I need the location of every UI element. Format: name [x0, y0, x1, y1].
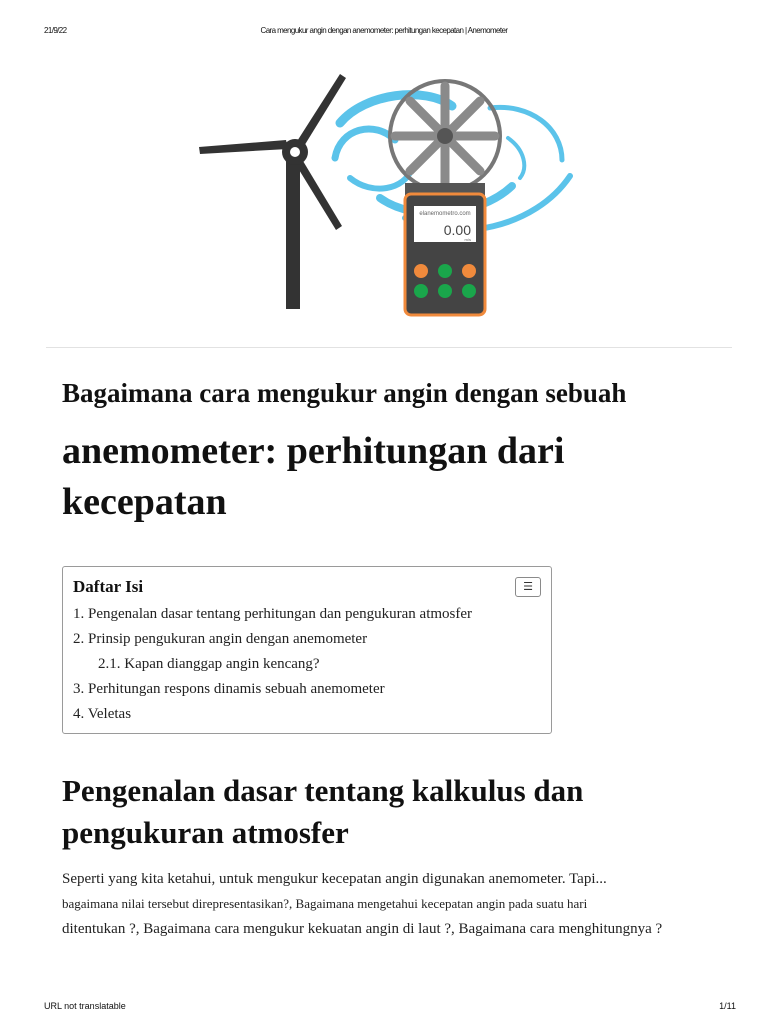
article-title-line2: anemometer: perhitungan dari kecepatan [62, 430, 565, 523]
toc-title: Daftar Isi [73, 577, 144, 596]
print-page-title: Cara mengukur angin dengan anemometer: perhitungan kecepatan | Anemometer [260, 26, 508, 35]
paragraph-line-2: bagaimana nilai tersebut direpresentasikan?, Bagaimana mengetahui kecepatan angin pada suatu hari [62, 896, 588, 911]
paragraph-line-3: ditentukan ?, Bagaimana cara mengukur kekuatan angin di laut ?, Bagaimana cara menghitungnya ? [62, 921, 663, 937]
divider [46, 347, 732, 348]
url-note: URL not translatable [44, 1001, 126, 1011]
device-display-value: 0.00 [443, 222, 471, 238]
toc-item-1[interactable]: 1. Pengenalan dasar tentang perhitungan dan pengukuran atmosfer [73, 606, 473, 622]
toc-item-2-1[interactable]: 2.1. Kapan dianggap angin kencang? [98, 656, 320, 672]
toc-item-2[interactable]: 2. Prinsip pengukuran angin dengan anemometer [73, 631, 368, 647]
toc-item-4[interactable]: 4. Veletas [73, 706, 132, 722]
article-title-line1: Bagaimana cara mengukur angin dengan sebuah [62, 378, 627, 408]
print-date: 21/9/22 [44, 26, 67, 35]
print-header [0, 26, 768, 38]
anemometer-device [390, 81, 500, 315]
wind-turbine-graphic [199, 74, 346, 309]
page-number: 1/11 [719, 1001, 736, 1011]
table-of-contents [62, 566, 552, 734]
paragraph-line-1: Seperti yang kita ketahui, untuk mengukur kecepatan angin digunakan anemometer. Tapi... [62, 871, 607, 887]
list-toggle-icon[interactable]: ☰ [515, 577, 541, 597]
device-brand-text: elanemometro.com [419, 211, 471, 217]
section-heading: Pengenalan dasar tentang kalkulus dan pengukuran atmosfer [62, 773, 584, 850]
toc-list [73, 602, 472, 727]
hero-illustration [190, 68, 590, 323]
toc-item-3[interactable]: 3. Perhitungan respons dinamis sebuah anemometer [73, 681, 385, 697]
device-display-unit: m/s [464, 237, 471, 242]
